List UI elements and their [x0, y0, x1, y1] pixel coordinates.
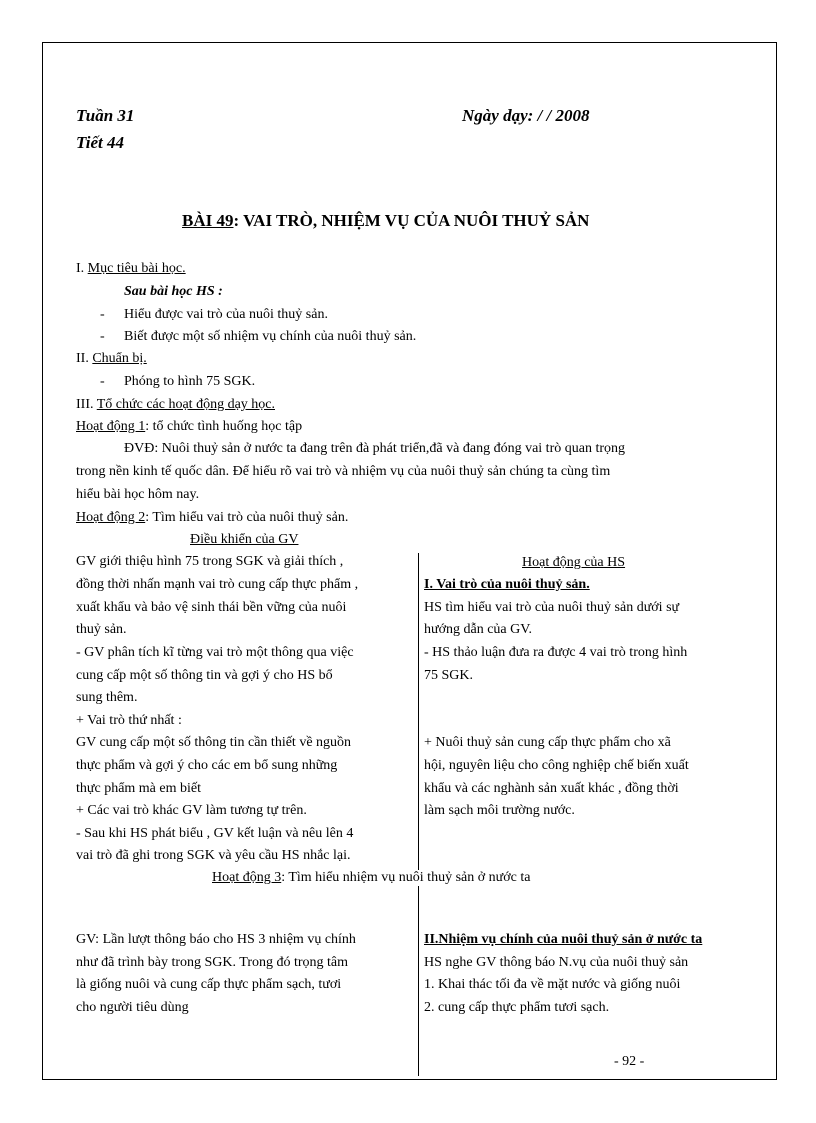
objective-item: - [100, 307, 105, 322]
prep-item: - [100, 374, 105, 389]
gv-line: sung thêm. [76, 690, 138, 705]
column-divider [418, 553, 419, 1076]
lesson-number: BÀI 49 [182, 211, 234, 230]
hs-line: + Nuôi thuỷ sản cung cấp thực phẩm cho xã [424, 735, 671, 750]
gv-line: như đã trình bày trong SGK. Trong đó trọng tâm [76, 955, 349, 970]
hs-line: HS tìm hiểu vai trò của nuôi thuỷ sản dưới sự [424, 600, 680, 615]
gv-line: GV giới thiệu hình 75 trong SGK và giải thích , [76, 554, 344, 569]
hs-line: hướng dẫn của GV. [424, 622, 533, 637]
task-heading: II.Nhiệm vụ chính của nuôi thuỷ sản ở nước ta [424, 932, 703, 947]
gv-line: - Sau khi HS phát biểu , GV kết luận và nêu lên 4 [76, 826, 354, 841]
section-3-heading: III. Tổ chức các hoạt động dạy học. [76, 397, 275, 412]
gv-line: vai trò đã ghi trong SGK và yêu cầu HS nhắc lại. [76, 848, 351, 863]
hs-line: HS nghe GV thông báo N.vụ của nuôi thuỷ sản [424, 955, 689, 970]
activity-1-line: hiểu bài học hôm nay. [76, 487, 200, 502]
objective-item-text: Hiểu được vai trò của nuôi thuỷ sản. [124, 307, 328, 322]
gv-line: - GV phân tích kĩ từng vai trò một thông qua việc [76, 645, 354, 660]
gv-line: thuỷ sản. [76, 622, 127, 637]
section-1-sub: Sau bài học HS : [124, 284, 223, 299]
gv-line: + Vai trò thứ nhất : [76, 713, 182, 728]
hs-line: hội, nguyên liệu cho công nghiệp chế biến xuất [424, 758, 689, 773]
role-heading: I. Vai trò của nuôi thuỷ sản. [424, 577, 590, 592]
hs-line: làm sạch môi trường nước. [424, 803, 575, 818]
activity-1-line: trong nền kinh tế quốc dân. Để hiểu rõ vai trò và nhiệm vụ của nuôi thuỷ sản chúng ta cùng tìm [76, 464, 611, 479]
period-label: Tiết 44 [76, 133, 124, 152]
lesson-title [182, 211, 589, 231]
hs-line: khẩu và các nghành sản xuất khác , đồng thời [424, 781, 679, 796]
section-1-heading: I. Mục tiêu bài học. [76, 261, 186, 276]
col-right-heading: Hoạt động của HS [522, 555, 626, 570]
gv-line: thực phẩm và gợi ý cho các em bổ sung những [76, 758, 338, 773]
gv-line: đồng thời nhấn mạnh vai trò cung cấp thực phẩm , [76, 577, 359, 592]
date-label: Ngày dạy: / / 2008 [462, 106, 590, 125]
gv-line: cho người tiêu dùng [76, 1000, 189, 1015]
page-number: - 92 - [614, 1054, 645, 1069]
hs-line: - HS thảo luận đưa ra được 4 vai trò trong hình [424, 645, 688, 660]
objective-item-text: Biết được một số nhiệm vụ chính của nuôi thuỷ sản. [124, 329, 417, 344]
lesson-title-text: : VAI TRÒ, NHIỆM VỤ CỦA NUÔI THUỶ SẢN [233, 211, 590, 230]
week-label: Tuần 31 [76, 106, 135, 125]
activity-3-heading: Hoạt động 3: Tìm hiểu nhiệm vụ nuôi thuỷ sản ở nước ta [212, 870, 531, 885]
gv-line: thực phẩm mà em biết [76, 781, 201, 796]
hs-line: 2. cung cấp thực phẩm tươi sạch. [424, 1000, 610, 1015]
section-2-heading: II. Chuẩn bị. [76, 351, 147, 366]
gv-line: cung cấp một số thông tin và gợi ý cho HS bổ [76, 668, 333, 683]
col-left-heading: Điều khiển của GV [190, 532, 299, 547]
gv-line: xuất khẩu và bảo vệ sinh thái bền vững của nuôi [76, 600, 347, 615]
hs-line: 75 SGK. [424, 668, 474, 683]
gv-line: GV: Lần lượt thông báo cho HS 3 nhiệm vụ chính [76, 932, 356, 947]
gv-line: + Các vai trò khác GV làm tương tự trên. [76, 803, 307, 818]
prep-item-text: Phóng to hình 75 SGK. [124, 374, 256, 389]
activity-1-heading: Hoạt động 1: tổ chức tình huống học tập [76, 419, 303, 434]
gv-line: là giống nuôi và cung cấp thực phẩm sạch, tươi [76, 977, 342, 992]
objective-item: - [100, 329, 105, 344]
activity-1-line: ĐVĐ: Nuôi thuỷ sản ở nước ta đang trên đà phát triển,đã và đang đóng vai trò quan trọng [124, 441, 625, 456]
activity-2-heading: Hoạt động 2: Tìm hiểu vai trò của nuôi thuỷ sản. [76, 510, 349, 525]
gv-line: GV cung cấp một số thông tin cần thiết về nguồn [76, 735, 352, 750]
hs-line: 1. Khai thác tối đa về mặt nước và giống nuôi [424, 977, 681, 992]
